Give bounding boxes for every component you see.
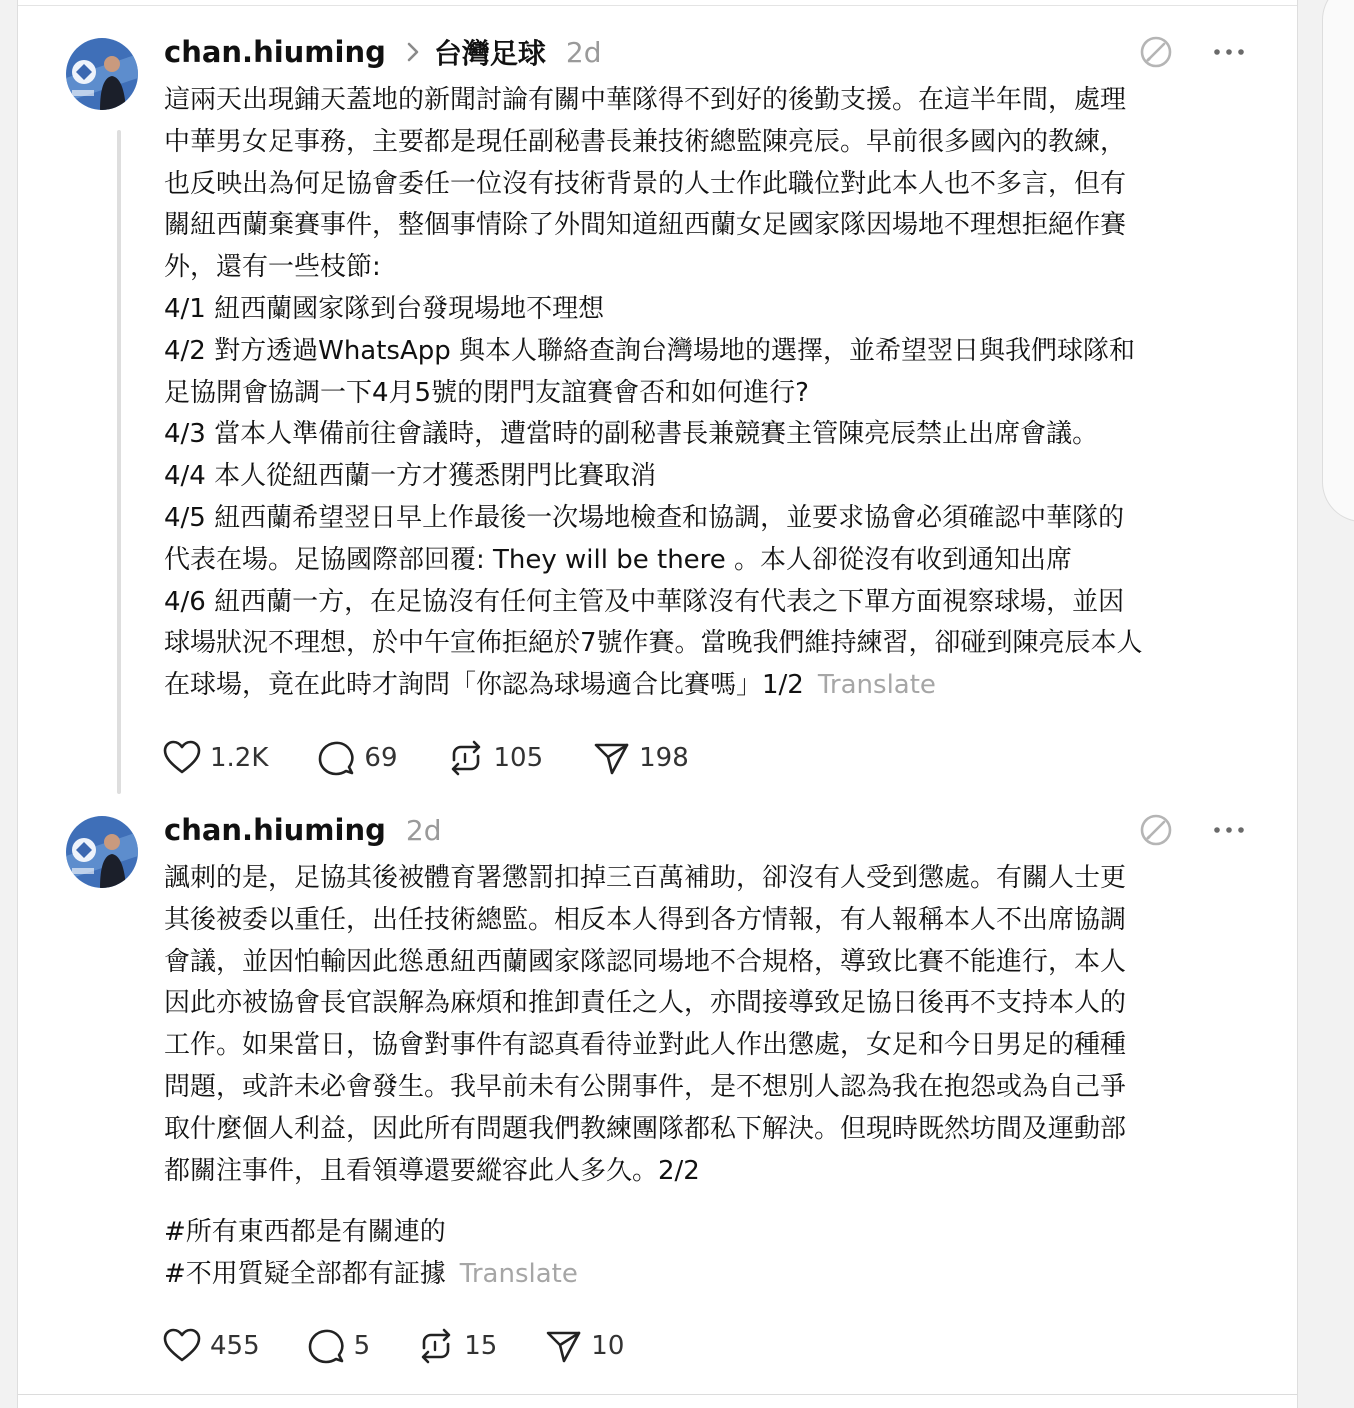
hashtag[interactable]: #所有東西都是有關連的 <box>164 1217 446 1248</box>
post-actions <box>162 1324 672 1368</box>
post-text-line: 問題，或許未必會發生。我早前未有公開事件，是不想別人認為我在抱怨或為自己爭 <box>164 1071 1127 1102</box>
post-text: 在球場，竟在此時才詢問「你認為球場適合比賽嗎」1/2 <box>164 670 804 701</box>
post-text-line: 取什麼個人利益，因此所有問題我們教練團隊都私下解決。但現時既然坊間及運動部 <box>164 1113 1127 1144</box>
reply-button[interactable] <box>306 1326 371 1366</box>
post-text-line: 工作。如果當日，協會對事件有認真看待並對此人作出懲處，女足和今日男足的種種 <box>164 1030 1127 1061</box>
thread-panel <box>17 0 1298 1408</box>
translate-link[interactable]: Translate <box>459 1259 578 1290</box>
heart-icon <box>162 1326 202 1366</box>
repost-button[interactable] <box>416 1326 497 1366</box>
post-text-line: 關紐西蘭棄賽事件，整個事情除了外間知道紐西蘭女足國家隊因場地不理想拒絕作賽 <box>164 210 1127 241</box>
post-text-line: 球場狀況不理想，於中午宣佈拒絕於7號作賽。當晚我們維持練習，卻碰到陳亮辰本人 <box>164 628 1143 659</box>
post-text-line: 中華男女足事務，主要都是現任副秘書長兼技術總監陳亮辰。早前很多國內的教練， <box>164 126 1127 157</box>
comment-icon <box>316 738 356 778</box>
share-count: 198 <box>639 743 689 773</box>
post-text-line: 也反映出為何足協會委任一位沒有技術背景的人士作此職位對此本人也不多言，但有 <box>164 168 1127 199</box>
post-text-line: 代表在場。足協國際部回覆: They will be there 。本人卻從沒有收到通知出席 <box>164 544 1073 575</box>
send-icon <box>543 1326 583 1366</box>
post-header <box>164 32 601 72</box>
post-text-line: 這兩天出現鋪天蓋地的新聞討論有關中華隊得不到好的後勤支援。在這半年間，處理 <box>164 85 1127 115</box>
post-body <box>164 80 1264 707</box>
like-button[interactable] <box>162 738 268 778</box>
post-text-line: 4/5 紐西蘭希望翌日早上作最後一次場地檢查和協調，並要求協會必須確認中華隊的 <box>164 502 1125 533</box>
post-text-line: 外，還有一些枝節: <box>164 252 381 283</box>
repost-button[interactable] <box>446 738 544 778</box>
translate-link[interactable]: Translate <box>817 670 936 701</box>
post-text-line: 都關注事件，且看領導還要縱容此人多久。2/2 <box>164 1155 700 1186</box>
reply-button[interactable] <box>316 738 397 778</box>
hashtag[interactable]: #不用質疑全部都有証據 <box>164 1259 446 1290</box>
share-button[interactable] <box>591 738 689 778</box>
share-count: 10 <box>591 1331 625 1361</box>
like-button[interactable] <box>162 1326 260 1366</box>
reply-count: 69 <box>364 743 398 773</box>
send-icon <box>591 738 631 778</box>
comment-icon <box>306 1326 346 1366</box>
avatar[interactable] <box>66 38 138 110</box>
more-icon[interactable] <box>1212 818 1246 842</box>
post-text-line: 足協開會協調一下4月5號的閉門友誼賽會否和如何進行? <box>164 377 809 408</box>
topic-tag[interactable]: 台灣足球 <box>433 37 546 70</box>
post-text-line: 4/6 紐西蘭一方，在足協沒有任何主管及中華隊沒有代表之下單方面視察球場，並因 <box>164 586 1125 617</box>
chevron-right-icon <box>400 39 426 65</box>
post-text-line: 會議，並因怕輸因此慫恿紐西蘭國家隊認同場地不合規格，導致比賽不能進行，本人 <box>164 946 1127 977</box>
heart-icon <box>162 738 202 778</box>
hashtag-line <box>164 1254 1264 1296</box>
post-text-line-last <box>164 665 1264 707</box>
post-text-line: 4/1 紐西蘭國家隊到台發現場地不理想 <box>164 293 605 324</box>
like-count: 1.2K <box>210 743 269 773</box>
more-icon[interactable] <box>1212 40 1246 64</box>
post-actions <box>162 736 737 780</box>
side-panel-edge <box>1322 0 1354 522</box>
top-divider <box>18 5 1297 6</box>
bottom-divider <box>18 1394 1297 1395</box>
like-count: 455 <box>210 1331 260 1361</box>
share-button[interactable] <box>543 1326 624 1366</box>
post-text-line: 4/2 對方透過WhatsApp 與本人聯絡查詢台灣場地的選擇，並希望翌日與我們球隊和 <box>164 335 1136 366</box>
post-text-line: 4/4 本人從紐西蘭一方才獲悉閉門比賽取消 <box>164 461 657 492</box>
repost-count: 105 <box>493 743 544 773</box>
post-header <box>164 810 441 850</box>
post-time[interactable]: 2d <box>405 813 442 847</box>
post-text-line: 其後被委以重任，出任技術總監。相反本人得到各方情報，有人報稱本人不出席協調 <box>164 904 1127 935</box>
username[interactable]: chan.hiuming <box>164 35 386 69</box>
post-text-line: 諷刺的是，足協其後被體育署懲罰扣掉三百萬補助，卻沒有人受到懲處。有關人士更 <box>164 863 1127 893</box>
post-time[interactable]: 2d <box>565 35 602 69</box>
thread-connector-line <box>117 130 121 794</box>
repost-icon <box>416 1326 456 1366</box>
repost-icon <box>446 738 486 778</box>
post-body <box>164 858 1264 1296</box>
repost-count: 15 <box>464 1331 498 1361</box>
ai-edit-icon[interactable] <box>1139 813 1173 847</box>
avatar[interactable] <box>66 816 138 888</box>
username[interactable]: chan.hiuming <box>164 813 386 847</box>
post-text-line: 4/3 當本人準備前往會議時，遭當時的副秘書長兼競賽主管陳亮辰禁止出席會議。 <box>164 419 1099 450</box>
ai-edit-icon[interactable] <box>1139 35 1173 69</box>
paragraph-gap <box>164 1192 1264 1212</box>
post-text-line: 因此亦被協會長官誤解為麻煩和推卸責任之人，亦間接導致足協日後再不支持本人的 <box>164 988 1127 1019</box>
reply-count: 5 <box>353 1331 371 1361</box>
